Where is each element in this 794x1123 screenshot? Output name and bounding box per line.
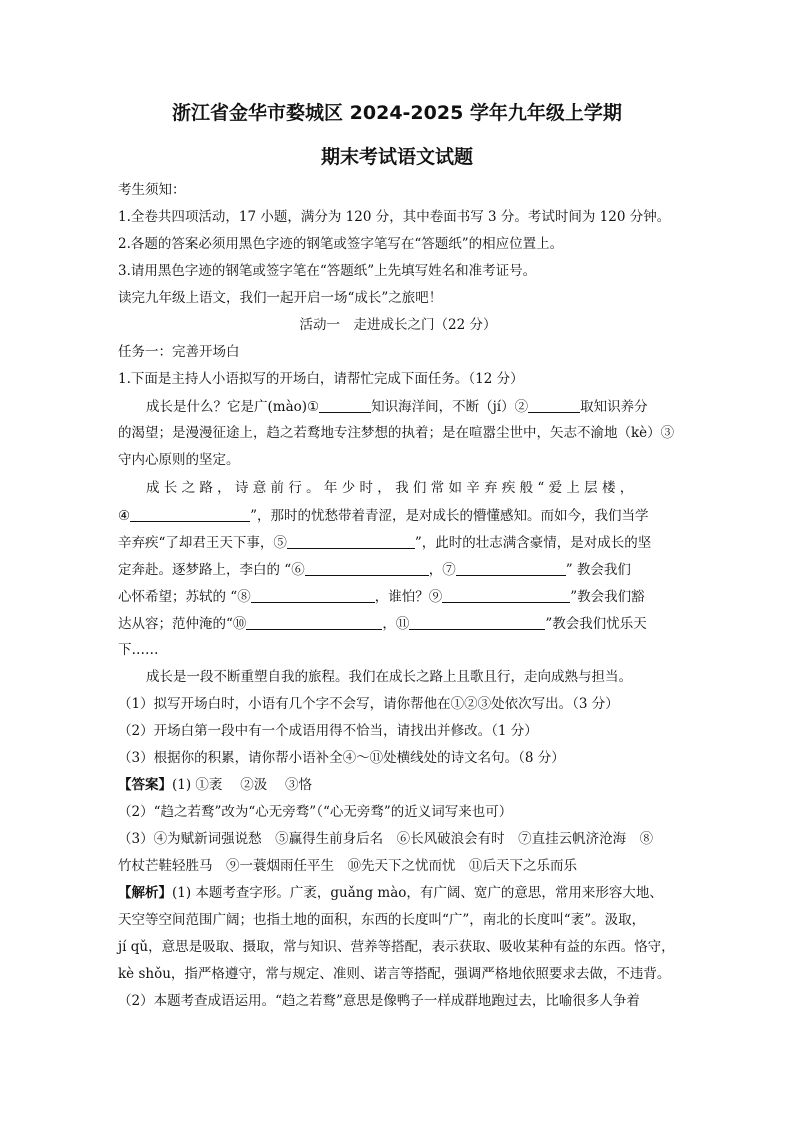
activity-heading: 活动一 走进成长之门（22 分） <box>299 317 497 333</box>
passage-p2-line7: 下…… <box>118 642 159 658</box>
passage-p2-line1: 成 长 之 路 ， 诗 意 前 行 。 年 少 时 ， 我 们 常 如 辛 弃 疾 般 “ 爱 上 层 楼 ， <box>146 480 634 496</box>
blank-11 <box>409 617 545 630</box>
notice-item-1: 1.全卷共四项活动，17 小题，满分为 120 分，其中卷面书写 3 分。考试时间为 120 分钟。 <box>118 209 671 225</box>
passage-p1-line1: 成长是什么？它是广(mào)① 知识海洋间，不断（jí）② 取知识养分 <box>146 399 648 415</box>
passage-p2-line5: 心怀希望；苏轼的 “⑧ ，谁怕？⑨ ”教会我们豁 <box>118 589 645 605</box>
blank-4 <box>130 509 250 522</box>
analysis-line4: kè shǒu，指严格遵守，常与规定、准则、诺言等搭配，强调严格地依照要求去做，不违背。 <box>118 966 671 982</box>
question-1-intro: 1.下面是主持人小语拟写的开场白，请帮忙完成下面任务。（12 分） <box>118 371 524 387</box>
blank-10 <box>246 617 382 630</box>
subquestion-1: （1）拟写开场白时，小语有几个字不会写，请你帮他在①②③处依次写出。（3 分） <box>118 696 619 712</box>
blank-9 <box>442 590 570 603</box>
task-heading: 任务一：完善开场白 <box>118 344 240 360</box>
analysis-label: 【解析】 <box>118 885 172 901</box>
answer-line4: 竹杖芒鞋轻胜马 ⑨一蓑烟雨任平生 ⑩先天下之忧而忧 ⑪后天下之乐而乐 <box>118 858 577 874</box>
passage-p2-line4: 定奔赴。逐梦路上，李白的 “⑥ ，⑦ ” 教会我们 <box>118 562 631 578</box>
analysis-line3: jí qǔ，意思是吸取、摄取，常与知识、营养等搭配，表示获取、吸收某种有益的东西。恪守， <box>118 939 675 955</box>
answer-line1: 【答案】(1) ①袤 ②汲 ③恪 <box>118 777 312 793</box>
blank-5 <box>287 536 415 549</box>
passage-p1-line3: 守内心原则的坚定。 <box>118 452 240 468</box>
blank-8 <box>251 590 375 603</box>
subquestion-3: （3）根据你的积累，请你帮小语补全④～⑪处横线处的诗文名句。（8 分） <box>118 750 565 766</box>
passage-p2-line6: 达从容；范仲淹的“⑩ ，⑪ ”教会我们忧乐天 <box>118 616 647 632</box>
passage-p2-line3: 辛弃疾“了却君王天下事，⑤ ”，此时的壮志满含豪情，是对成长的坚 <box>118 535 652 551</box>
analysis-line1: 【解析】(1) 本题考查字形。广袤，guǎng mào，有广阔、宽广的意思，常用来形容大地、 <box>118 885 663 901</box>
passage-p1-line2: 的渴望；是漫漫征途上，趋之若鹜地专注梦想的执着；是在喧嚣尘世中，矢志不渝地（kè）③ <box>118 425 675 441</box>
blank-7 <box>456 563 566 576</box>
answer-label: 【答案】 <box>118 777 172 793</box>
answer-line3: （3）④为赋新词强说愁 ⑤赢得生前身后名 ⑥长风破浪会有时 ⑦直挂云帆济沧海 ⑧ <box>118 831 654 847</box>
notice-heading: 考生须知： <box>118 182 186 198</box>
blank-1 <box>319 400 371 413</box>
passage-p3: 成长是一段不断重塑自我的旅程。我们在成长之路上且歌且行，走向成熟与担当。 <box>146 669 632 685</box>
analysis-line2: 天空等空间范围广阔；也指土地的面积，东西的长度叫“广”，南北的长度叫“袤”。汲取， <box>118 912 646 928</box>
notice-item-2: 2.各题的答案必须用黑色字迹的钢笔或签字笔写在“答题纸”的相应位置上。 <box>118 236 564 252</box>
document-title-line2: 期末考试语文试题 <box>320 146 473 168</box>
analysis-line5: （2）本题考查成语运用。“趋之若鹜”意思是像鸭子一样成群地跑过去，比喻很多人争着 <box>118 993 640 1009</box>
blank-6 <box>305 563 429 576</box>
blank-2 <box>528 400 580 413</box>
notice-item-3: 3.请用黑色字迹的钢笔或签字笔在“答题纸”上先填写姓名和准考证号。 <box>118 263 537 279</box>
document-title-line1: 浙江省金华市婺城区 2024-2025 学年九年级上学期 <box>172 102 622 124</box>
intro-text: 读完九年级上语文，我们一起开启一场“成长”之旅吧！ <box>118 290 443 306</box>
subquestion-2: （2）开场白第一段中有一个成语用得不恰当，请找出并修改。（1 分） <box>118 723 538 739</box>
answer-line2: （2）“趋之若鹜”改为“心无旁骛”（“心无旁骛”的近义词写来也可） <box>118 804 513 820</box>
passage-p2-line2: ④ ”，那时的忧愁带着青涩，是对成长的懵懂感知。而如今，我们当学 <box>118 508 649 524</box>
